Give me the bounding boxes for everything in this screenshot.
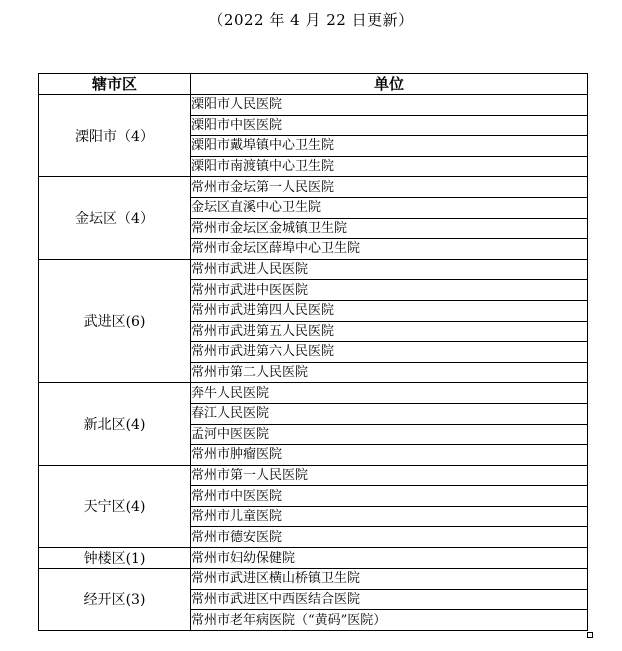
district-cell: 经开区(3) <box>39 569 191 631</box>
unit-cell: 常州市武进第五人民医院 <box>191 321 588 342</box>
unit-cell: 溧阳市人民医院 <box>191 95 588 116</box>
unit-cell: 常州市武进第四人民医院 <box>191 300 588 321</box>
unit-cell: 常州市武进区横山桥镇卫生院 <box>191 569 588 590</box>
unit-cell: 常州市金坛第一人民医院 <box>191 177 588 198</box>
table-resize-handle[interactable] <box>587 632 593 638</box>
unit-cell: 常州市武进区中西医结合医院 <box>191 589 588 610</box>
district-cell: 武进区(6) <box>39 259 191 383</box>
unit-cell: 常州市老年病医院（“黄码”医院） <box>191 610 588 631</box>
unit-cell: 溧阳市中医医院 <box>191 115 588 136</box>
table-row <box>39 177 588 198</box>
district-cell: 溧阳市（4） <box>39 95 191 177</box>
unit-cell: 常州市中医医院 <box>191 486 588 507</box>
table-row <box>39 383 588 404</box>
table-row <box>39 259 588 280</box>
unit-cell: 溧阳市南渡镇中心卫生院 <box>191 156 588 177</box>
unit-cell: 常州市第一人民医院 <box>191 465 588 486</box>
table-body <box>39 95 588 631</box>
district-cell: 新北区(4) <box>39 383 191 465</box>
unit-cell: 孟河中医医院 <box>191 424 588 445</box>
unit-cell: 春江人民医院 <box>191 403 588 424</box>
header-district: 辖市区 <box>39 74 191 95</box>
unit-cell: 常州市金坛区薛埠中心卫生院 <box>191 239 588 260</box>
hospital-table <box>38 73 588 631</box>
unit-cell: 常州市德安医院 <box>191 527 588 548</box>
unit-cell: 常州市儿童医院 <box>191 506 588 527</box>
page-title: （2022 年 4 月 22 日更新） <box>208 11 414 29</box>
unit-cell: 常州市金坛区金城镇卫生院 <box>191 218 588 239</box>
unit-cell: 奔牛人民医院 <box>191 383 588 404</box>
table-row <box>39 95 588 116</box>
unit-cell: 溧阳市戴埠镇中心卫生院 <box>191 136 588 157</box>
unit-cell: 常州市武进第六人民医院 <box>191 342 588 363</box>
unit-cell: 常州市第二人民医院 <box>191 362 588 383</box>
table-row <box>39 465 588 486</box>
unit-cell: 常州市肿瘤医院 <box>191 445 588 466</box>
district-cell: 天宁区(4) <box>39 465 191 547</box>
header-unit: 单位 <box>191 74 588 95</box>
table-row <box>39 548 588 569</box>
district-cell: 钟楼区(1) <box>39 548 191 569</box>
unit-cell: 金坛区直溪中心卫生院 <box>191 197 588 218</box>
table-row <box>39 569 588 590</box>
unit-cell: 常州市武进中医医院 <box>191 280 588 301</box>
unit-cell: 常州市妇幼保健院 <box>191 548 588 569</box>
table-header-row <box>39 74 588 95</box>
district-cell: 金坛区（4） <box>39 177 191 259</box>
unit-cell: 常州市武进人民医院 <box>191 259 588 280</box>
